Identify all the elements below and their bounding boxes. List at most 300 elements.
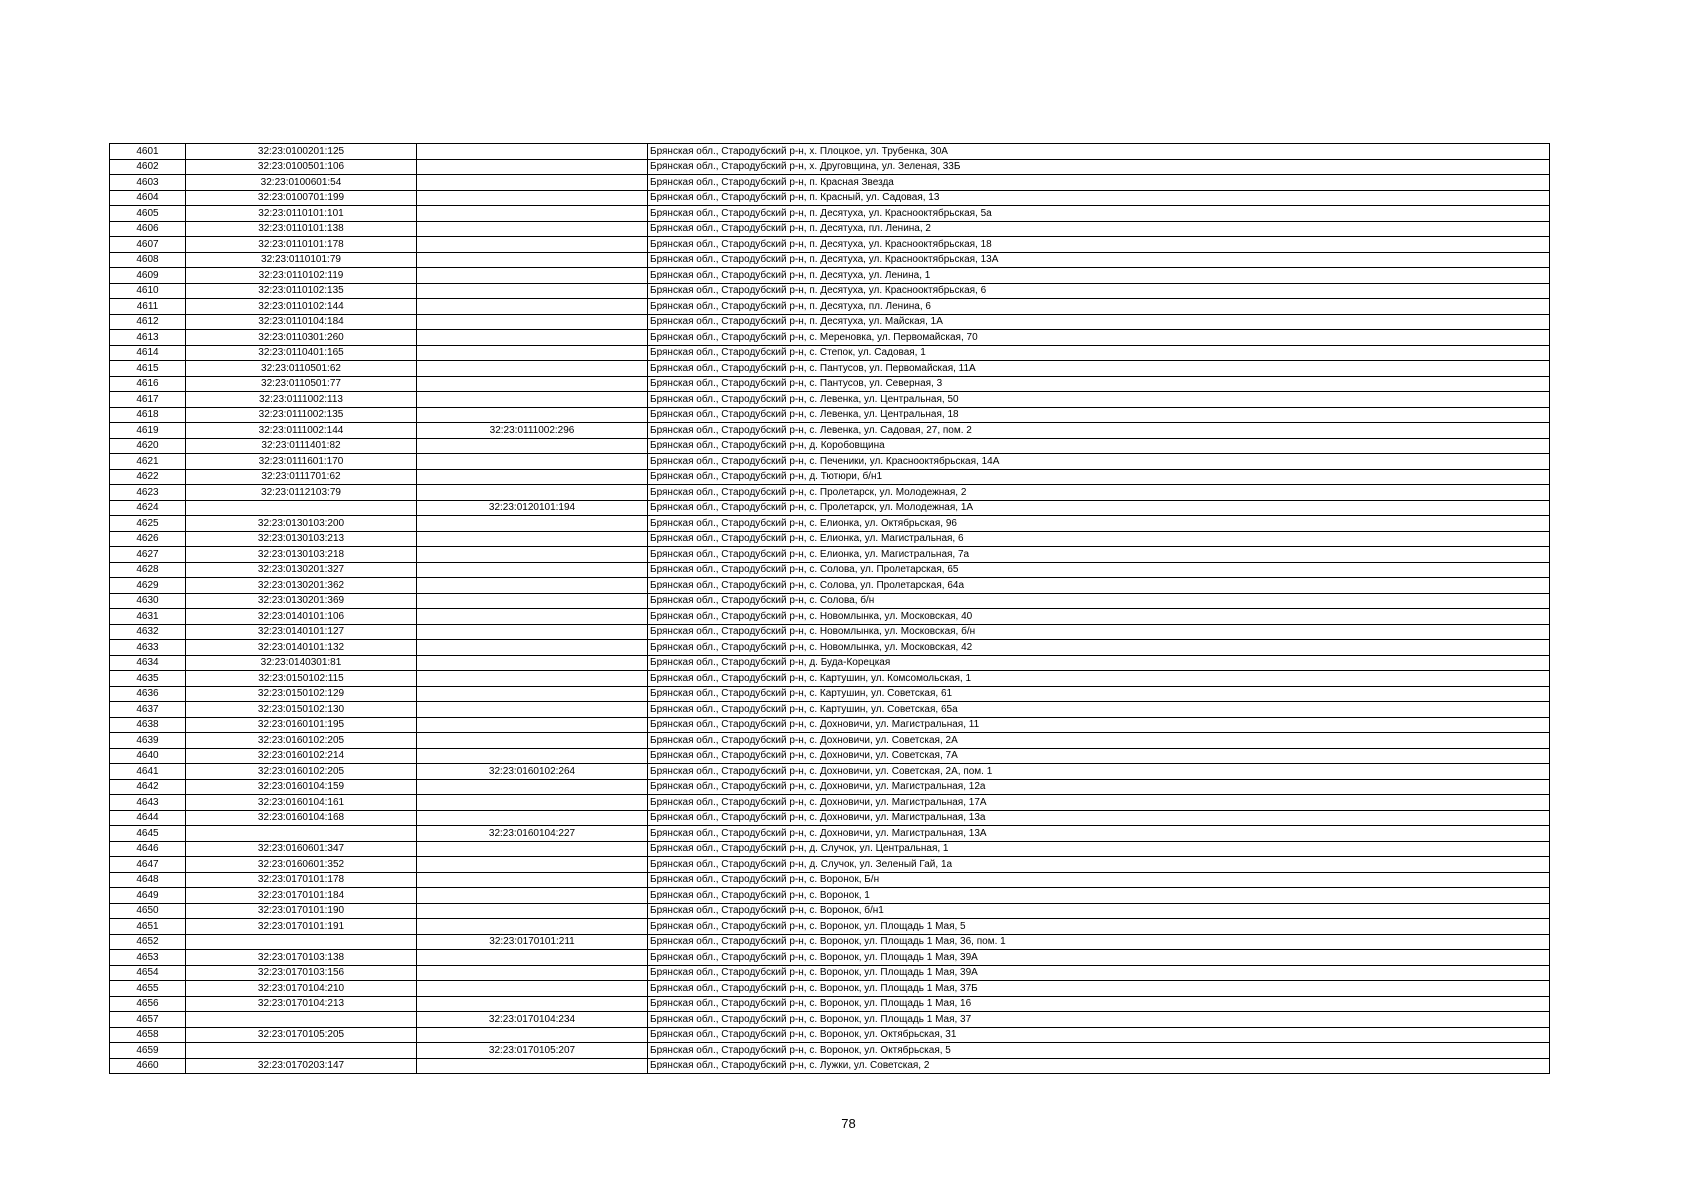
row-number-cell: 4659 [110,1043,186,1059]
row-number-cell: 4645 [110,826,186,842]
address-cell: Брянская обл., Стародубский р-н, с. Дохновичи, ул. Советская, 7А [648,748,1550,764]
premises-cadastral-number-cell [417,237,648,253]
address-cell: Брянская обл., Стародубский р-н, с. Елионка, ул. Магистральная, 7а [648,547,1550,563]
table-row [110,221,1550,237]
cadastral-number-cell: 32:23:0160102:205 [186,733,417,749]
premises-cadastral-number-cell [417,221,648,237]
premises-cadastral-number-cell [417,795,648,811]
row-number-cell: 4633 [110,640,186,656]
table-row [110,1027,1550,1043]
address-cell: Брянская обл., Стародубский р-н, с. Воронок, ул. Площадь 1 Мая, 37 [648,1012,1550,1028]
address-cell: Брянская обл., Стародубский р-н, с. Воронок, ул. Площадь 1 Мая, 39А [648,965,1550,981]
row-number-cell: 4630 [110,593,186,609]
table-row [110,826,1550,842]
cadastral-number-cell: 32:23:0170104:213 [186,996,417,1012]
premises-cadastral-number-cell [417,190,648,206]
address-cell: Брянская обл., Стародубский р-н, с. Воронок, ул. Площадь 1 Мая, 39А [648,950,1550,966]
table-row [110,268,1550,284]
premises-cadastral-number-cell: 32:23:0160104:227 [417,826,648,842]
cadastral-number-cell: 32:23:0160601:352 [186,857,417,873]
cadastral-number-cell: 32:23:0170203:147 [186,1058,417,1074]
cadastral-number-cell [186,1012,417,1028]
cadastral-number-cell: 32:23:0110401:165 [186,345,417,361]
premises-cadastral-number-cell [417,686,648,702]
row-number-cell: 4652 [110,934,186,950]
cadastral-number-cell: 32:23:0110102:135 [186,283,417,299]
premises-cadastral-number-cell [417,454,648,470]
cadastral-number-cell: 32:23:0111002:135 [186,407,417,423]
address-cell: Брянская обл., Стародубский р-н, с. Дохновичи, ул. Магистральная, 12а [648,779,1550,795]
row-number-cell: 4654 [110,965,186,981]
premises-cadastral-number-cell [417,1027,648,1043]
table-row [110,345,1550,361]
address-cell: Брянская обл., Стародубский р-н, с. Левенка, ул. Центральная, 18 [648,407,1550,423]
cadastral-number-cell: 32:23:0110501:62 [186,361,417,377]
row-number-cell: 4655 [110,981,186,997]
row-number-cell: 4660 [110,1058,186,1074]
row-number-cell: 4606 [110,221,186,237]
premises-cadastral-number-cell: 32:23:0170105:207 [417,1043,648,1059]
table-row [110,454,1550,470]
row-number-cell: 4653 [110,950,186,966]
row-number-cell: 4616 [110,376,186,392]
table-row [110,655,1550,671]
row-number-cell: 4634 [110,655,186,671]
premises-cadastral-number-cell [417,717,648,733]
row-number-cell: 4636 [110,686,186,702]
row-number-cell: 4632 [110,624,186,640]
address-cell: Брянская обл., Стародубский р-н, х. Друговщина, ул. Зеленая, 33Б [648,159,1550,175]
table-row [110,1012,1550,1028]
cadastral-number-cell: 32:23:0130103:218 [186,547,417,563]
table-row [110,593,1550,609]
table-row [110,779,1550,795]
premises-cadastral-number-cell [417,268,648,284]
table-row [110,1043,1550,1059]
table-row [110,624,1550,640]
table-row [110,314,1550,330]
table-row [110,1058,1550,1074]
table-row [110,671,1550,687]
premises-cadastral-number-cell: 32:23:0120101:194 [417,500,648,516]
table-row [110,702,1550,718]
premises-cadastral-number-cell [417,609,648,625]
row-number-cell: 4611 [110,299,186,315]
cadastral-number-cell: 32:23:0100701:199 [186,190,417,206]
table-row [110,841,1550,857]
row-number-cell: 4627 [110,547,186,563]
premises-cadastral-number-cell [417,733,648,749]
address-cell: Брянская обл., Стародубский р-н, с. Пролетарск, ул. Молодежная, 2 [648,485,1550,501]
table-row [110,190,1550,206]
table-row [110,903,1550,919]
address-cell: Брянская обл., Стародубский р-н, с. Воронок, Б/н [648,872,1550,888]
table-row [110,981,1550,997]
table-row [110,872,1550,888]
cadastral-number-cell: 32:23:0111701:62 [186,469,417,485]
premises-cadastral-number-cell [417,578,648,594]
row-number-cell: 4614 [110,345,186,361]
premises-cadastral-number-cell [417,531,648,547]
premises-cadastral-number-cell [417,748,648,764]
address-cell: Брянская обл., Стародубский р-н, с. Солова, б/н [648,593,1550,609]
row-number-cell: 4647 [110,857,186,873]
premises-cadastral-number-cell [417,888,648,904]
premises-cadastral-number-cell [417,175,648,191]
premises-cadastral-number-cell [417,516,648,532]
premises-cadastral-number-cell [417,299,648,315]
row-number-cell: 4629 [110,578,186,594]
table-row [110,919,1550,935]
address-cell: Брянская обл., Стародубский р-н, с. Дохновичи, ул. Магистральная, 13А [648,826,1550,842]
address-cell: Брянская обл., Стародубский р-н, с. Пролетарск, ул. Молодежная, 1А [648,500,1550,516]
premises-cadastral-number-cell [417,562,648,578]
table-row [110,717,1550,733]
cadastral-number-cell: 32:23:0160101:195 [186,717,417,733]
row-number-cell: 4646 [110,841,186,857]
cadastral-number-cell [186,500,417,516]
premises-cadastral-number-cell [417,485,648,501]
cadastral-number-cell: 32:23:0111002:144 [186,423,417,439]
row-number-cell: 4607 [110,237,186,253]
cadastral-number-cell: 32:23:0160601:347 [186,841,417,857]
premises-cadastral-number-cell [417,872,648,888]
row-number-cell: 4641 [110,764,186,780]
premises-cadastral-number-cell [417,407,648,423]
row-number-cell: 4638 [110,717,186,733]
address-cell: Брянская обл., Стародубский р-н, с. Картушин, ул. Советская, 61 [648,686,1550,702]
address-cell: Брянская обл., Стародубский р-н, с. Елионка, ул. Магистральная, 6 [648,531,1550,547]
row-number-cell: 4602 [110,159,186,175]
address-cell: Брянская обл., Стародубский р-н, с. Воронок, б/н1 [648,903,1550,919]
cadastral-number-cell: 32:23:0111002:113 [186,392,417,408]
premises-cadastral-number-cell: 32:23:0111002:296 [417,423,648,439]
address-cell: Брянская обл., Стародубский р-н, д. Случок, ул. Центральная, 1 [648,841,1550,857]
table-row [110,950,1550,966]
cadastral-number-cell: 32:23:0160102:205 [186,764,417,780]
address-cell: Брянская обл., Стародубский р-н, с. Воронок, 1 [648,888,1550,904]
table-row [110,299,1550,315]
address-cell: Брянская обл., Стародубский р-н, п. Десятуха, ул. Ленина, 1 [648,268,1550,284]
premises-cadastral-number-cell [417,779,648,795]
table-row [110,686,1550,702]
cadastral-number-cell: 32:23:0110101:138 [186,221,417,237]
address-cell: Брянская обл., Стародубский р-н, с. Лужки, ул. Советская, 2 [648,1058,1550,1074]
table-row [110,748,1550,764]
address-cell: Брянская обл., Стародубский р-н, с. Воронок, ул. Октябрьская, 5 [648,1043,1550,1059]
row-number-cell: 4626 [110,531,186,547]
table-row [110,144,1550,160]
address-cell: Брянская обл., Стародубский р-н, с. Солова, ул. Пролетарская, 65 [648,562,1550,578]
address-cell: Брянская обл., Стародубский р-н, п. Десятуха, ул. Краснооктябрьская, 18 [648,237,1550,253]
address-cell: Брянская обл., Стародубский р-н, с. Новомлынка, ул. Московская, 40 [648,609,1550,625]
cadastral-number-cell: 32:23:0130201:362 [186,578,417,594]
cadastral-number-cell: 32:23:0170103:156 [186,965,417,981]
row-number-cell: 4604 [110,190,186,206]
premises-cadastral-number-cell [417,314,648,330]
cadastral-number-cell: 32:23:0111401:82 [186,438,417,454]
cadastral-number-cell: 32:23:0100501:106 [186,159,417,175]
row-number-cell: 4648 [110,872,186,888]
table-row [110,237,1550,253]
premises-cadastral-number-cell [417,206,648,222]
premises-cadastral-number-cell [417,361,648,377]
cadastral-number-cell: 32:23:0150102:129 [186,686,417,702]
row-number-cell: 4622 [110,469,186,485]
table-row [110,330,1550,346]
address-cell: Брянская обл., Стародубский р-н, с. Воронок, ул. Площадь 1 Мая, 36, пом. 1 [648,934,1550,950]
cadastral-number-cell: 32:23:0100201:125 [186,144,417,160]
cadastral-number-cell: 32:23:0110102:119 [186,268,417,284]
page-number: 78 [841,1116,856,1131]
cadastral-number-cell: 32:23:0110301:260 [186,330,417,346]
address-cell: Брянская обл., Стародубский р-н, с. Мереновка, ул. Первомайская, 70 [648,330,1550,346]
address-cell: Брянская обл., Стародубский р-н, с. Новомлынка, ул. Московская, б/н [648,624,1550,640]
cadastral-number-cell [186,1043,417,1059]
address-cell: Брянская обл., Стародубский р-н, с. Картушин, ул. Советская, 65а [648,702,1550,718]
address-cell: Брянская обл., Стародубский р-н, с. Солова, ул. Пролетарская, 64а [648,578,1550,594]
table-row [110,376,1550,392]
address-cell: Брянская обл., Стародубский р-н, с. Дохновичи, ул. Магистральная, 11 [648,717,1550,733]
row-number-cell: 4601 [110,144,186,160]
row-number-cell: 4649 [110,888,186,904]
table-row [110,547,1550,563]
row-number-cell: 4610 [110,283,186,299]
registry-table [109,143,1550,1074]
address-cell: Брянская обл., Стародубский р-н, с. Дохновичи, ул. Советская, 2А, пом. 1 [648,764,1550,780]
row-number-cell: 4613 [110,330,186,346]
premises-cadastral-number-cell [417,376,648,392]
row-number-cell: 4625 [110,516,186,532]
table-row [110,996,1550,1012]
premises-cadastral-number-cell [417,252,648,268]
row-number-cell: 4617 [110,392,186,408]
table-row [110,283,1550,299]
row-number-cell: 4658 [110,1027,186,1043]
premises-cadastral-number-cell [417,624,648,640]
cadastral-number-cell: 32:23:0170104:210 [186,981,417,997]
cadastral-number-cell: 32:23:0170101:178 [186,872,417,888]
table-row [110,934,1550,950]
premises-cadastral-number-cell [417,671,648,687]
cadastral-number-cell: 32:23:0170101:184 [186,888,417,904]
row-number-cell: 4609 [110,268,186,284]
table-row [110,795,1550,811]
table-row [110,392,1550,408]
address-cell: Брянская обл., Стародубский р-н, с. Воронок, ул. Площадь 1 Мая, 37Б [648,981,1550,997]
row-number-cell: 4642 [110,779,186,795]
cadastral-number-cell: 32:23:0150102:115 [186,671,417,687]
cadastral-number-cell: 32:23:0100601:54 [186,175,417,191]
table-row [110,500,1550,516]
cadastral-number-cell: 32:23:0150102:130 [186,702,417,718]
address-cell: Брянская обл., Стародубский р-н, с. Левенка, ул. Центральная, 50 [648,392,1550,408]
premises-cadastral-number-cell [417,919,648,935]
table-row [110,857,1550,873]
cadastral-number-cell: 32:23:0130201:369 [186,593,417,609]
premises-cadastral-number-cell [417,469,648,485]
table-row [110,531,1550,547]
cadastral-number-cell: 32:23:0140101:132 [186,640,417,656]
row-number-cell: 4623 [110,485,186,501]
cadastral-number-cell: 32:23:0110501:77 [186,376,417,392]
premises-cadastral-number-cell [417,547,648,563]
table-row [110,423,1550,439]
address-cell: Брянская обл., Стародубский р-н, п. Красный, ул. Садовая, 13 [648,190,1550,206]
cadastral-number-cell: 32:23:0140101:106 [186,609,417,625]
row-number-cell: 4624 [110,500,186,516]
table-row [110,764,1550,780]
table-row [110,640,1550,656]
cadastral-number-cell: 32:23:0130201:327 [186,562,417,578]
cadastral-number-cell: 32:23:0110101:101 [186,206,417,222]
row-number-cell: 4656 [110,996,186,1012]
premises-cadastral-number-cell [417,144,648,160]
table-row [110,159,1550,175]
address-cell: Брянская обл., Стародубский р-н, с. Воронок, ул. Площадь 1 Мая, 5 [648,919,1550,935]
address-cell: Брянская обл., Стародубский р-н, с. Пантусов, ул. Северная, 3 [648,376,1550,392]
table-row [110,175,1550,191]
cadastral-number-cell: 32:23:0130103:213 [186,531,417,547]
cadastral-number-cell: 32:23:0170105:205 [186,1027,417,1043]
address-cell: Брянская обл., Стародубский р-н, п. Десятуха, ул. Краснооктябрьская, 6 [648,283,1550,299]
premises-cadastral-number-cell [417,965,648,981]
premises-cadastral-number-cell [417,392,648,408]
table-row [110,810,1550,826]
cadastral-number-cell: 32:23:0170103:138 [186,950,417,966]
premises-cadastral-number-cell [417,655,648,671]
table-row [110,888,1550,904]
address-cell: Брянская обл., Стародубский р-н, с. Картушин, ул. Комсомольская, 1 [648,671,1550,687]
cadastral-number-cell [186,826,417,842]
address-cell: Брянская обл., Стародубский р-н, п. Красная Звезда [648,175,1550,191]
cadastral-number-cell: 32:23:0160104:159 [186,779,417,795]
row-number-cell: 4619 [110,423,186,439]
row-number-cell: 4620 [110,438,186,454]
cadastral-number-cell: 32:23:0160104:168 [186,810,417,826]
row-number-cell: 4643 [110,795,186,811]
table-row [110,562,1550,578]
address-cell: Брянская обл., Стародубский р-н, д. Буда-Корецкая [648,655,1550,671]
address-cell: Брянская обл., Стародубский р-н, с. Воронок, ул. Площадь 1 Мая, 16 [648,996,1550,1012]
cadastral-number-cell: 32:23:0160104:161 [186,795,417,811]
premises-cadastral-number-cell [417,330,648,346]
table-row [110,609,1550,625]
table-row [110,407,1550,423]
row-number-cell: 4608 [110,252,186,268]
premises-cadastral-number-cell [417,640,648,656]
premises-cadastral-number-cell [417,283,648,299]
address-cell: Брянская обл., Стародубский р-н, с. Дохновичи, ул. Магистральная, 17А [648,795,1550,811]
row-number-cell: 4612 [110,314,186,330]
cadastral-number-cell: 32:23:0160102:214 [186,748,417,764]
premises-cadastral-number-cell [417,841,648,857]
row-number-cell: 4644 [110,810,186,826]
premises-cadastral-number-cell [417,857,648,873]
premises-cadastral-number-cell [417,345,648,361]
row-number-cell: 4605 [110,206,186,222]
cadastral-number-cell: 32:23:0140101:127 [186,624,417,640]
table-row [110,516,1550,532]
row-number-cell: 4637 [110,702,186,718]
address-cell: Брянская обл., Стародубский р-н, с. Дохновичи, ул. Советская, 2А [648,733,1550,749]
row-number-cell: 4628 [110,562,186,578]
row-number-cell: 4651 [110,919,186,935]
registry-table-body [110,144,1550,1074]
address-cell: Брянская обл., Стародубский р-н, п. Десятуха, ул. Краснооктябрьская, 5а [648,206,1550,222]
address-cell: Брянская обл., Стародубский р-н, п. Десятуха, ул. Краснооктябрьская, 13А [648,252,1550,268]
row-number-cell: 4631 [110,609,186,625]
cadastral-number-cell: 32:23:0170101:190 [186,903,417,919]
row-number-cell: 4618 [110,407,186,423]
address-cell: Брянская обл., Стародубский р-н, д. Тютюри, б/н1 [648,469,1550,485]
address-cell: Брянская обл., Стародубский р-н, д. Случок, ул. Зеленый Гай, 1а [648,857,1550,873]
premises-cadastral-number-cell [417,996,648,1012]
premises-cadastral-number-cell [417,981,648,997]
address-cell: Брянская обл., Стародубский р-н, п. Десятуха, пл. Ленина, 6 [648,299,1550,315]
row-number-cell: 4657 [110,1012,186,1028]
cadastral-number-cell: 32:23:0140301:81 [186,655,417,671]
premises-cadastral-number-cell [417,810,648,826]
address-cell: Брянская обл., Стародубский р-н, п. Десятуха, ул. Майская, 1А [648,314,1550,330]
table-row [110,469,1550,485]
address-cell: Брянская обл., Стародубский р-н, х. Плоцкое, ул. Трубенка, 30А [648,144,1550,160]
row-number-cell: 4640 [110,748,186,764]
table-row [110,206,1550,222]
cadastral-number-cell: 32:23:0110104:184 [186,314,417,330]
premises-cadastral-number-cell [417,159,648,175]
cadastral-number-cell [186,934,417,950]
table-row [110,578,1550,594]
table-row [110,965,1550,981]
premises-cadastral-number-cell [417,950,648,966]
cadastral-number-cell: 32:23:0110102:144 [186,299,417,315]
premises-cadastral-number-cell [417,438,648,454]
premises-cadastral-number-cell: 32:23:0170101:211 [417,934,648,950]
address-cell: Брянская обл., Стародубский р-н, с. Степок, ул. Садовая, 1 [648,345,1550,361]
premises-cadastral-number-cell [417,702,648,718]
row-number-cell: 4639 [110,733,186,749]
address-cell: Брянская обл., Стародубский р-н, д. Коробовщина [648,438,1550,454]
cadastral-number-cell: 32:23:0111601:170 [186,454,417,470]
cadastral-number-cell: 32:23:0110101:178 [186,237,417,253]
address-cell: Брянская обл., Стародубский р-н, с. Печеники, ул. Краснооктябрьская, 14А [648,454,1550,470]
row-number-cell: 4603 [110,175,186,191]
address-cell: Брянская обл., Стародубский р-н, с. Елионка, ул. Октябрьская, 96 [648,516,1550,532]
table-row [110,733,1550,749]
table-row [110,361,1550,377]
address-cell: Брянская обл., Стародубский р-н, с. Пантусов, ул. Первомайская, 11А [648,361,1550,377]
premises-cadastral-number-cell: 32:23:0170104:234 [417,1012,648,1028]
row-number-cell: 4635 [110,671,186,687]
premises-cadastral-number-cell [417,903,648,919]
table-row [110,485,1550,501]
cadastral-number-cell: 32:23:0130103:200 [186,516,417,532]
address-cell: Брянская обл., Стародубский р-н, п. Десятуха, пл. Ленина, 2 [648,221,1550,237]
premises-cadastral-number-cell [417,593,648,609]
premises-cadastral-number-cell: 32:23:0160102:264 [417,764,648,780]
address-cell: Брянская обл., Стародубский р-н, с. Воронок, ул. Октябрьская, 31 [648,1027,1550,1043]
cadastral-number-cell: 32:23:0170101:191 [186,919,417,935]
premises-cadastral-number-cell [417,1058,648,1074]
row-number-cell: 4650 [110,903,186,919]
table-row [110,438,1550,454]
address-cell: Брянская обл., Стародубский р-н, с. Левенка, ул. Садовая, 27, пом. 2 [648,423,1550,439]
row-number-cell: 4615 [110,361,186,377]
row-number-cell: 4621 [110,454,186,470]
address-cell: Брянская обл., Стародубский р-н, с. Новомлынка, ул. Московская, 42 [648,640,1550,656]
cadastral-number-cell: 32:23:0112103:79 [186,485,417,501]
